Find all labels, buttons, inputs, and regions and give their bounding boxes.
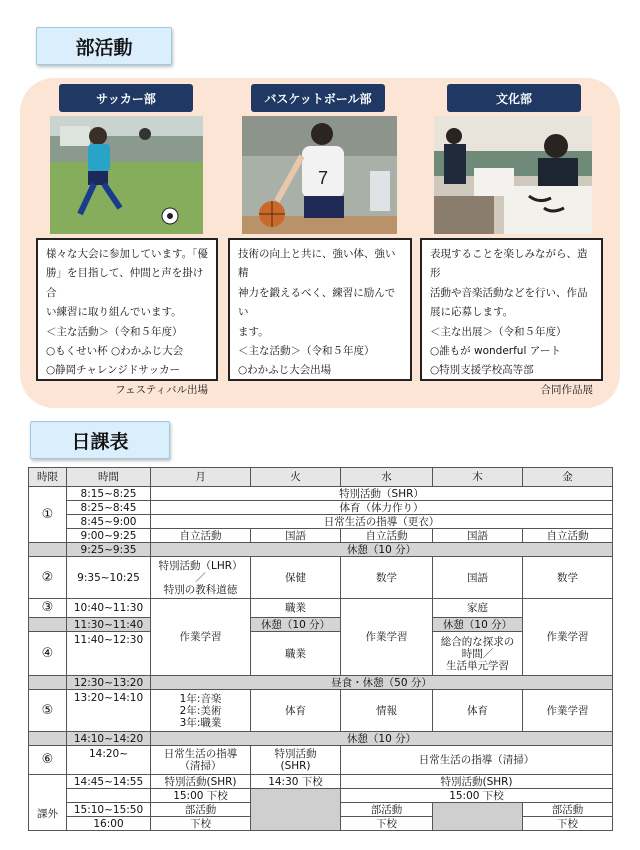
time-cell: 8:45~9:00 xyxy=(67,515,151,529)
clubs-section-header: 部活動 xyxy=(36,27,172,65)
subject-cell: 家庭 xyxy=(433,599,523,618)
subject-cell: 日常生活の指導（更衣） xyxy=(151,515,613,529)
subject-cell: 職業 xyxy=(251,599,341,618)
club-line: ます。 xyxy=(238,325,269,338)
time-cell: 13:20~14:10 xyxy=(67,690,151,732)
subject-cell: 下校 xyxy=(151,817,251,831)
subject-cell xyxy=(433,632,523,676)
subject-cell: 体育 xyxy=(433,690,523,732)
header-wed: 水 xyxy=(341,468,433,487)
subject-cell: 職業 xyxy=(251,632,341,676)
cell-line: （清掃） xyxy=(179,760,222,772)
club-line: ＜主な活動＞（令和５年度） xyxy=(238,345,375,358)
subject-cell: 体育（体力作り） xyxy=(151,501,613,515)
header-thu: 木 xyxy=(433,468,523,487)
club-title-soccer: サッカー部 xyxy=(59,84,193,112)
header-period: 時限 xyxy=(29,468,67,487)
cell-line: 2年:美術 xyxy=(179,704,222,717)
table-row xyxy=(29,732,613,746)
cell-line: 時間／ xyxy=(461,647,494,660)
time-cell: 11:30~11:40 xyxy=(67,618,151,632)
subject-cell: 15:00 下校 xyxy=(151,789,251,803)
table-row xyxy=(29,501,613,515)
table-header-row xyxy=(29,468,613,487)
club-line: 合同作品展 xyxy=(540,383,593,396)
time-cell: 9:35~10:25 xyxy=(67,557,151,599)
club-title-basketball: バスケットボール部 xyxy=(251,84,385,112)
subject-cell: 14:30 下校 xyxy=(251,775,341,789)
time-cell: 16:00 xyxy=(67,817,151,831)
period-cell xyxy=(29,543,67,557)
club-line: 展に応募します。 xyxy=(430,306,514,319)
club-line: 技術の向上と共に、強い体、強い精 xyxy=(238,248,396,280)
table-row xyxy=(29,543,613,557)
cell-line: 総合的な探求の xyxy=(440,635,515,648)
subject-cell: 特別活動（SHR） xyxy=(151,487,613,501)
time-cell: 12:30~13:20 xyxy=(67,676,151,690)
time-cell: 15:10~15:50 xyxy=(67,803,151,817)
club-line: ○静岡チャレンジドサッカー xyxy=(46,364,181,377)
time-cell: 9:00~9:25 xyxy=(67,529,151,543)
time-cell xyxy=(67,789,151,803)
subject-cell: 国語 xyxy=(251,529,341,543)
period-cell: ① xyxy=(29,487,67,543)
subject-cell: 作業学習 xyxy=(151,599,251,676)
empty-cell xyxy=(433,803,523,831)
subject-cell xyxy=(151,557,251,599)
cell-line: 生活単元学習 xyxy=(446,659,509,672)
break-cell: 休憩（10 分） xyxy=(251,618,341,632)
subject-cell xyxy=(251,746,341,775)
club-line: 様々な大会に参加しています。「優 xyxy=(46,248,208,260)
cell-line: 1年:音楽 xyxy=(179,692,222,705)
header-time: 時間 xyxy=(67,468,151,487)
cell-line: 特別の教科道徳 xyxy=(163,583,238,596)
period-cell: ④ xyxy=(29,632,67,676)
subject-cell: 作業学習 xyxy=(523,599,613,676)
table-row xyxy=(29,690,613,732)
basketball-photo xyxy=(242,116,397,234)
club-line: ○もくせい杯 ○わかふじ大会 xyxy=(46,345,184,358)
period-cell xyxy=(29,618,67,632)
break-cell: 昼食・休憩（50 分） xyxy=(151,676,613,690)
time-cell: 9:25~9:35 xyxy=(67,543,151,557)
table-row xyxy=(29,557,613,599)
club-line: い練習に取り組んでいます。 xyxy=(46,306,182,319)
club-line: 神力を鍛えるべく、練習に励んでい xyxy=(238,286,396,319)
period-cell: 課外 xyxy=(29,775,67,831)
table-row xyxy=(29,789,613,803)
subject-cell: 自立活動 xyxy=(341,529,433,543)
break-cell: 休憩（10 分） xyxy=(433,618,523,632)
period-cell: ③ xyxy=(29,599,67,618)
table-row xyxy=(29,529,613,543)
period-cell: ⑥ xyxy=(29,746,67,775)
svg-text:7: 7 xyxy=(317,168,329,188)
club-line: 勝」を目指して、仲間と声を掛け合 xyxy=(46,267,204,299)
subject-cell: 体育 xyxy=(251,690,341,732)
subject-cell: 特別活動(SHR) xyxy=(151,775,251,789)
cell-line: 3年:職業 xyxy=(179,716,222,729)
cell-line: ／ xyxy=(195,571,206,584)
timetable xyxy=(28,467,613,831)
cell-line: 特別活動（LHR） xyxy=(158,559,243,572)
table-row xyxy=(29,515,613,529)
subject-cell: 下校 xyxy=(341,817,433,831)
subject-cell: 自立活動 xyxy=(151,529,251,543)
cell-line: 日常生活の指導 xyxy=(163,748,238,760)
period-cell xyxy=(29,676,67,690)
club-line: ○誰もが wonderful アート xyxy=(430,345,561,358)
subject-cell: 部活動 xyxy=(523,803,613,817)
header-mon: 月 xyxy=(151,468,251,487)
time-cell: 8:15~8:25 xyxy=(67,487,151,501)
club-description-soccer xyxy=(36,238,218,396)
period-cell: ⑤ xyxy=(29,690,67,732)
time-cell: 14:10~14:20 xyxy=(67,732,151,746)
club-line: ＜主な活動＞（令和５年度） xyxy=(46,325,183,338)
table-row xyxy=(29,746,613,775)
subject-cell: 下校 xyxy=(523,817,613,831)
subject-cell: 部活動 xyxy=(151,803,251,817)
time-cell: 14:20~ xyxy=(67,746,151,775)
subject-cell: 部活動 xyxy=(341,803,433,817)
empty-cell xyxy=(251,789,341,831)
table-row xyxy=(29,676,613,690)
header-tue: 火 xyxy=(251,468,341,487)
time-cell: 11:40~12:30 xyxy=(67,632,151,676)
subject-cell: 情報 xyxy=(341,690,433,732)
club-line: 表現することを楽しみながら、造形 xyxy=(430,248,588,280)
subject-cell: 数学 xyxy=(523,557,613,599)
subject-cell: 国語 xyxy=(433,529,523,543)
club-description-basketball xyxy=(228,238,412,381)
table-row xyxy=(29,487,613,501)
subject-cell: 自立活動 xyxy=(523,529,613,543)
subject-cell: 15:00 下校 xyxy=(341,789,613,803)
club-description-culture xyxy=(420,238,603,396)
club-line: ○特別支援学校高等部 xyxy=(430,364,534,377)
subject-cell: 日常生活の指導（清掃） xyxy=(341,746,613,775)
cell-line: 特別活動 xyxy=(274,748,317,760)
time-cell: 10:40~11:30 xyxy=(67,599,151,618)
header-fri: 金 xyxy=(523,468,613,487)
timetable-section-header: 日課表 xyxy=(30,421,170,459)
time-cell: 14:45~14:55 xyxy=(67,775,151,789)
soccer-photo xyxy=(50,116,203,234)
subject-cell: 作業学習 xyxy=(523,690,613,732)
club-line: ○わかふじ大会出場 xyxy=(238,364,332,377)
culture-photo xyxy=(434,116,592,234)
subject-cell: 国語 xyxy=(433,557,523,599)
club-line: フェスティバル出場 xyxy=(115,383,208,396)
club-line: 活動や音楽活動などを行い、作品 xyxy=(430,286,588,299)
cell-line: (SHR) xyxy=(280,760,311,772)
period-cell xyxy=(29,732,67,746)
break-cell: 休憩（10 分） xyxy=(151,732,613,746)
subject-cell: 数学 xyxy=(341,557,433,599)
subject-cell: 作業学習 xyxy=(341,599,433,676)
club-line: ＜主な出展＞（令和５年度） xyxy=(430,325,567,338)
period-cell: ② xyxy=(29,557,67,599)
break-cell: 休憩（10 分） xyxy=(151,543,613,557)
subject-cell: 特別活動(SHR) xyxy=(341,775,613,789)
subject-cell xyxy=(151,690,251,732)
club-title-culture: 文化部 xyxy=(447,84,581,112)
table-row xyxy=(29,599,613,618)
subject-cell: 保健 xyxy=(251,557,341,599)
table-row xyxy=(29,775,613,789)
subject-cell xyxy=(151,746,251,775)
time-cell: 8:25~8:45 xyxy=(67,501,151,515)
